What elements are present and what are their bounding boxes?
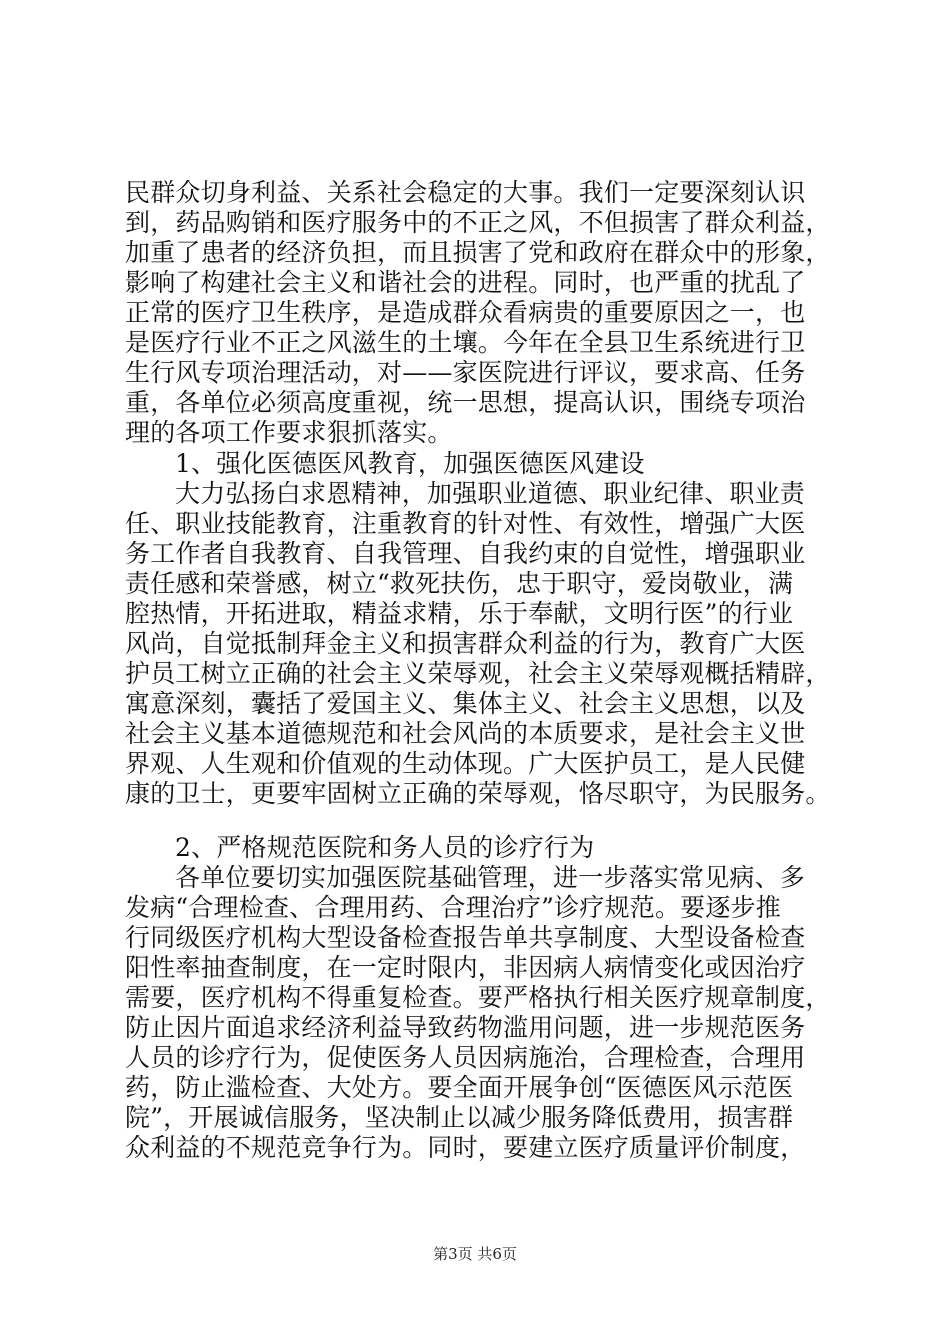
text-line: 重，各单位必须高度重视，统一思想，提高认识，围绕专项治: [125, 388, 806, 417]
text-line: 行同级医疗机构大型设备检查报告单共享制度、大型设备检查: [125, 923, 806, 952]
text-line: 腔热情，开拓进取，精益求精，乐于奉献，文明行医”的行业: [125, 599, 794, 628]
text-line: 影响了构建社会主义和谐社会的进程。同时，也严重的扰乱了: [125, 268, 806, 297]
text-line: 各单位要切实加强医院基础管理，进一步落实常见病、多: [175, 863, 806, 892]
text-line: 是医疗行业不正之风滋生的土壤。今年在全县卫生系统进行卫: [125, 328, 806, 357]
text-line: 责任感和荣誉感，树立“救死扶伤，忠于职守，爱岗敬业，满: [125, 569, 794, 598]
text-line: 院”，开展诚信服务，坚决制止以减少服务降低费用，损害群: [125, 1103, 794, 1132]
text-line: 民群众切身利益、关系社会稳定的大事。我们一定要深刻认识: [125, 178, 806, 207]
text-line: 药，防止滥检查、大处方。要全面开展争创“医德医风示范医: [125, 1073, 794, 1102]
text-line: 正常的医疗卫生秩序，是造成群众看病贵的重要原因之一，也: [125, 298, 806, 327]
text-line: 社会主义基本道德规范和社会风尚的本质要求，是社会主义世: [125, 719, 806, 748]
text-line: 人员的诊疗行为，促使医务人员因病施治，合理检查，合理用: [125, 1043, 806, 1072]
text-line: 发病“合理检查、合理用药、合理治疗”诊疗规范。要逐步推: [125, 893, 781, 922]
text-line: 风尚，自觉抵制拜金主义和损害群众利益的行为，教育广大医: [125, 629, 806, 658]
text-line: 防止因片面追求经济利益导致药物滥用问题，进一步规范医务: [125, 1013, 806, 1042]
page-footer: 第3页 共6页: [433, 1245, 517, 1263]
text-line: 务工作者自我教育、自我管理、自我约束的自觉性，增强职业: [125, 539, 806, 568]
text-line: 大力弘扬白求恩精神，加强职业道德、职业纪律、职业责: [175, 479, 806, 508]
text-line: 界观、人生观和价值观的生动体现。广大医护员工，是人民健: [125, 749, 806, 778]
section-heading: 1、强化医德医风教育，加强医德医风建设: [175, 449, 645, 478]
text-line: 护员工树立正确的社会主义荣辱观，社会主义荣辱观概括精辟，: [125, 659, 831, 688]
text-line: 寓意深刻，囊括了爱国主义、集体主义、社会主义思想，以及: [125, 689, 806, 718]
text-line: 到，药品购销和医疗服务中的不正之风，不但损害了群众利益，: [125, 208, 831, 237]
section-heading: 2、严格规范医院和务人员的诊疗行为: [175, 833, 595, 862]
text-line: 众利益的不规范竞争行为。同时，要建立医疗质量评价制度，: [125, 1133, 806, 1162]
text-line: 阳性率抽查制度，在一定时限内，非因病人病情变化或因治疗: [125, 953, 806, 982]
text-line: 需要，医疗机构不得重复检查。要严格执行相关医疗规章制度，: [125, 983, 831, 1012]
text-line: 理的各项工作要求狠抓落实。: [125, 418, 453, 447]
text-line: 任、职业技能教育，注重教育的针对性、有效性，增强广大医: [125, 509, 806, 538]
text-line: 康的卫士，更要牢固树立正确的荣辱观，恪尽职守，为民服务。: [125, 779, 831, 808]
text-line: 生行风专项治理活动，对——家医院进行评议，要求高、任务: [125, 358, 806, 387]
text-line: 加重了患者的经济负担，而且损害了党和政府在群众中的形象，: [125, 238, 831, 267]
